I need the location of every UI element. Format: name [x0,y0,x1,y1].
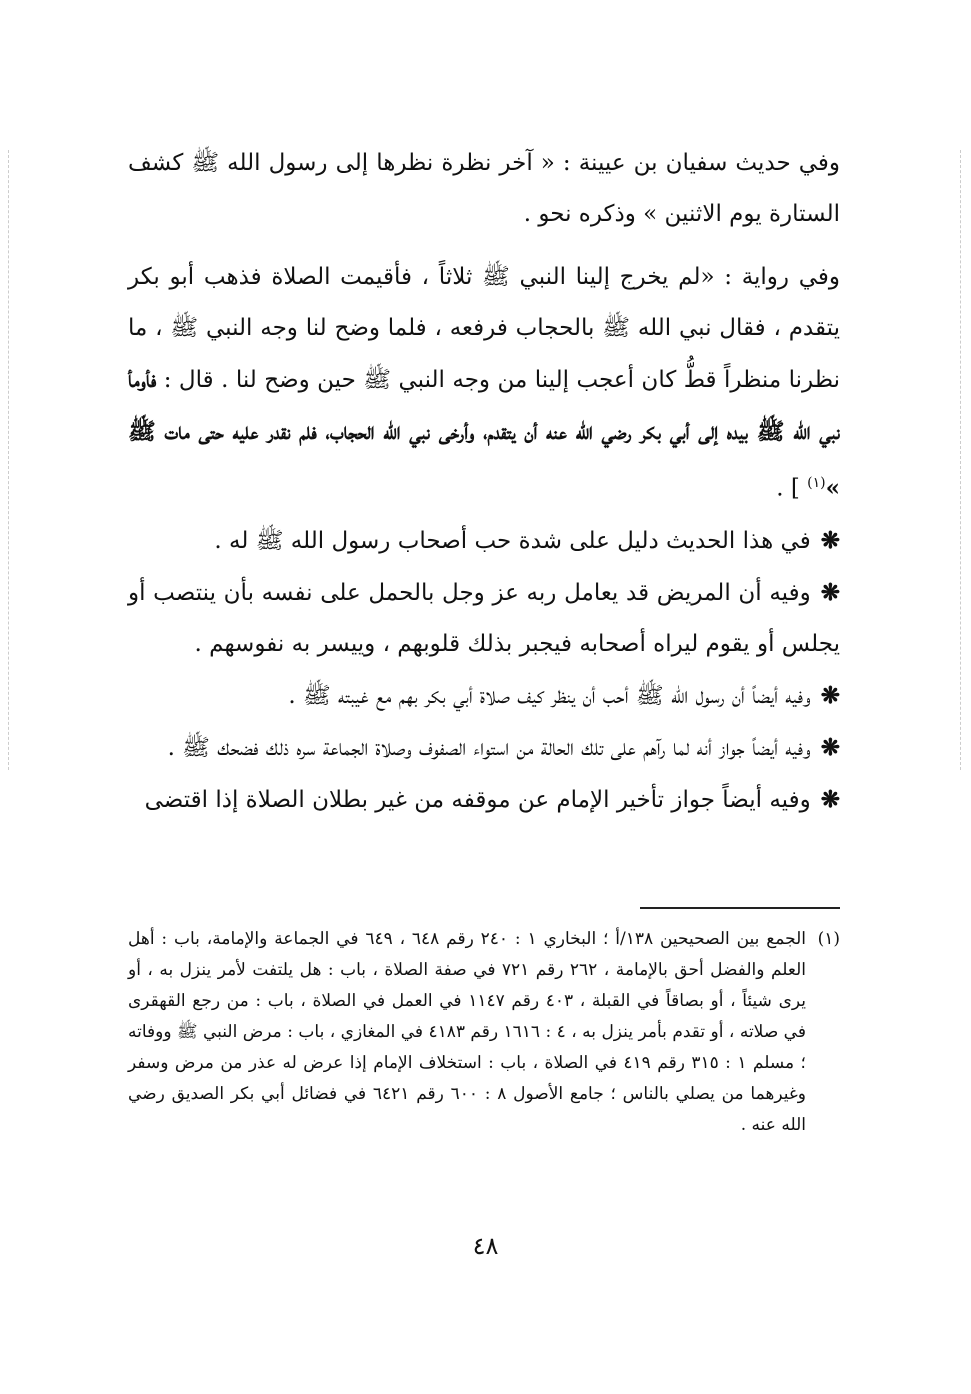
scan-margin-mark [960,150,961,770]
footnote-separator [640,907,840,909]
paragraph-sufyan: وفي حديث سفيان بن عيينة : « آخر نظرة نظرها إلى رسول الله ﷺ كشف الستارة يوم الاثنين » وذكره نحو . [128,150,840,227]
asterism-icon: ❋ [820,526,840,554]
narration-lead: وفي رواية : «لم يخرج إلينا النبي ﷺ ثلاثاً ، فأقيمت الصلاة فذهب أبو بكر يتقدم ، فقال نبي الله ﷺ بالحجاب فرفعه ، فلما وضح لنا وجه النبي ﷺ ، ما نظرنا منظراً قطُّ كان أعجب إلينا من وجه النبي ﷺ حين وضح لنا . قال : [128,264,840,393]
footnote-text: الجمع بين الصحيحين ١٣٨/أ ؛ البخاري ١ : ٢٤٠ رقم ٦٤٨ ، ٦٤٩ في الجماعة والإمامة، باب : أهل العلم والفضل أحق بالإمامة ، ٢٦٢ رقم ٧٢١ في صفة الصلاة ، باب : هل يلتفت لأمر ينزل به ، أو يرى شيئاً ، أو بصاقاً في القبلة ، ٤٠٣ رقم ١١٤٧ في العمل في الصلاة ، باب : من رجع القهقرى في صلاته ، أو تقدم بأمر ينزل به ، ٤ : ١٦١٦ رقم ٤١٨٣ في المغازي ، باب : مرض النبي ﷺ ووفاته ؛ مسلم ١ : ٣١٥ رقم ٤١٩ في الصلاة ، باب : استخلاف الإمام إذا عرض له عذر من مرض وسفر وغيرهما من يصلي بالناس ؛ جامع الأصول ٨ : ٦٠٠ رقم ٦٤٢١ في فضائل أبي بكر الصديق رضي الله عنه . [128,929,806,1135]
bullet-point [128,670,840,722]
bullet-point [128,774,840,826]
narration-end: ] . [776,475,808,502]
narration-bold: فأومأ نبي الله ﷺ بيده إلى أبي بكر رضي الله عنه أن يتقدم، وأرخى نبي الله الحجاب، فلم نقدر عليه حتى مات ﷺ » [128,366,840,502]
footnote-item [128,924,840,1141]
paragraph-narration [128,252,840,515]
bullet-point [128,567,840,670]
bullet-text: وفيه أيضاً أن رسول الله ﷺ أحب أن ينظر كيف صلاة أبي بكر بهم مع غيبته ﷺ . [288,682,811,709]
bullet-text: وفيه أن المريض قد يعامل ربه عز وجل بالحمل على نفسه بأن ينتصب أو يجلس أو يقوم ليراه أصحابه فيجبر بذلك قلوبهم ، وييسر به نفوسهم . [128,579,840,657]
asterism-icon: ❋ [820,733,840,761]
bullet-point [128,515,840,567]
bullet-point [128,722,840,774]
asterism-icon: ❋ [820,681,840,709]
page-number: ٤٨ [472,1232,499,1260]
bullet-text: وفيه أيضاً جواز تأخير الإمام عن موقفه من غير بطلان الصلاة إذا اقتضى [144,786,811,813]
asterism-icon: ❋ [820,578,840,606]
asterism-icon: ❋ [820,785,840,813]
main-text [128,138,840,826]
footnote-number: (١) [817,929,840,949]
bullet-text: وفيه أيضاً جواز أنه لما رآهم على تلك الحالة من استواء الصفوف وصلاة الجماعة سره ذلك فضحك ﷺ . [167,734,811,761]
bullet-text: في هذا الحديث دليل على شدة حب أصحاب رسول الله ﷺ له . [214,527,811,554]
scan-margin-mark [8,150,9,770]
footnote-ref: (١) [807,475,826,491]
footnotes [128,924,840,1141]
